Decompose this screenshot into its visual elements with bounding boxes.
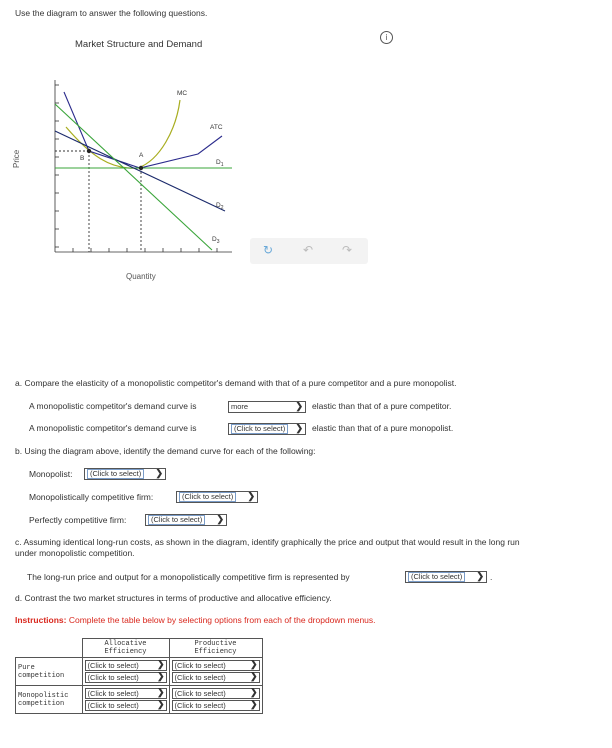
d3-label: $D_3$ — [212, 236, 220, 245]
perfectly-competitive-select-value: (Click to select) — [148, 515, 205, 525]
select-value: (Click to select) — [174, 689, 226, 698]
question-c1-prefix: The long-run price and output for a monopolistically competitive firm is represented by — [27, 572, 350, 582]
chevron-down-icon: ❯ — [249, 659, 258, 669]
pure-productive-select-2[interactable] — [172, 672, 260, 683]
monopolistic-allocative-select-1[interactable] — [85, 688, 167, 699]
allocative-header-line2: Efficiency — [104, 648, 147, 656]
reset-icon[interactable]: ↻ — [263, 243, 274, 257]
question-b-prompt: b. Using the diagram above, identify the demand curve for each of the following: — [15, 446, 316, 456]
question-d-prompt: d. Contrast the two market structures in terms of productive and allocative efficiency. — [15, 593, 332, 603]
question-c-prompt-line2: under monopolistic competition. — [15, 548, 135, 558]
monopolistic-productive-select-1[interactable] — [172, 688, 260, 699]
a2-select-value: (Click to select) — [231, 424, 288, 434]
chevron-down-icon: ❯ — [216, 514, 224, 524]
instructions-label: Instructions: — [15, 615, 67, 625]
y-axis-label: Price — [12, 149, 21, 168]
chevron-down-icon: ❯ — [249, 687, 258, 697]
instruction-text: Use the diagram to answer the following questions. — [15, 8, 208, 18]
graph-toolbar — [250, 238, 368, 264]
select-value: (Click to select) — [87, 661, 139, 670]
efficiency-table — [15, 638, 263, 714]
question-a1-prefix: A monopolistic competitor's demand curve is — [29, 401, 197, 411]
perfectly-competitive-demand-select[interactable] — [145, 514, 227, 526]
monopolistic-allocative-select-2[interactable] — [85, 700, 167, 711]
chevron-down-icon: ❯ — [156, 699, 165, 709]
chevron-down-icon: ❯ — [295, 423, 303, 433]
monopolistic-productive-select-2[interactable] — [172, 700, 260, 711]
table-row-pure-competition — [16, 658, 263, 686]
pure-allocative-select-2[interactable] — [85, 672, 167, 683]
row-label-line2: competition — [18, 671, 65, 680]
productive-efficiency-header — [169, 639, 262, 658]
productive-header-line2: Efficiency — [194, 648, 237, 656]
undo-icon[interactable]: ↶ — [303, 243, 314, 257]
chevron-down-icon: ❯ — [156, 659, 165, 669]
a1-select-value: more — [231, 402, 249, 411]
point-a-label: A — [139, 152, 144, 159]
chevron-down-icon: ❯ — [247, 491, 255, 501]
instructions-text: Complete the table below by selecting options from each of the dropdown menus. — [68, 615, 376, 625]
chevron-down-icon: ❯ — [476, 571, 484, 581]
long-run-select-value: (Click to select) — [408, 572, 465, 582]
monopolist-label: Monopolist: — [29, 469, 73, 479]
d1-label: $D_1$ — [216, 159, 224, 168]
d2-curve — [55, 131, 225, 211]
chevron-down-icon: ❯ — [155, 468, 163, 478]
productive-header-line1: Productive — [194, 640, 237, 648]
point-b — [87, 149, 91, 153]
row-label-line1: Monopolistic — [18, 691, 69, 700]
chevron-down-icon: ❯ — [295, 401, 303, 411]
select-value: (Click to select) — [87, 673, 139, 682]
point-a — [139, 166, 143, 170]
monopolistic-firm-select-value: (Click to select) — [179, 492, 236, 502]
row-label-pure-competition — [16, 658, 83, 686]
dashed-guides — [55, 151, 141, 252]
monopolistic-productive-cell — [169, 686, 262, 714]
y-ticks — [55, 85, 59, 247]
allocative-header-line1: Allocative — [104, 640, 147, 648]
monopolist-demand-select[interactable] — [84, 468, 166, 480]
x-ticks — [73, 248, 217, 252]
pure-productive-cell — [169, 658, 262, 686]
row-label-line1: Pure — [18, 663, 35, 672]
row-label-monopolistic-competition — [16, 686, 83, 714]
a2-elasticity-select[interactable] — [228, 423, 306, 435]
question-a2-suffix: elastic than that of a pure monopolist. — [312, 423, 454, 433]
question-c1-suffix: . — [490, 572, 493, 582]
d2-label: $D_2$ — [216, 202, 224, 211]
redo-icon[interactable]: ↷ — [342, 243, 353, 257]
monopolist-select-value: (Click to select) — [87, 469, 144, 479]
info-icon[interactable]: i — [380, 31, 393, 44]
allocative-efficiency-header — [82, 639, 169, 658]
chevron-down-icon: ❯ — [249, 699, 258, 709]
select-value: (Click to select) — [174, 673, 226, 682]
table-corner-cell — [16, 639, 83, 658]
long-run-point-select[interactable] — [405, 571, 487, 583]
question-a1-suffix: elastic than that of a pure competitor. — [312, 401, 452, 411]
d3-curve — [55, 104, 212, 250]
perfectly-competitive-label: Perfectly competitive firm: — [29, 515, 127, 525]
mc-label: MC — [177, 90, 188, 97]
pure-productive-select-1[interactable] — [172, 660, 260, 671]
select-value: (Click to select) — [87, 701, 139, 710]
chevron-down-icon: ❯ — [156, 671, 165, 681]
monopolistic-allocative-cell — [82, 686, 169, 714]
select-value: (Click to select) — [174, 661, 226, 670]
monopolistic-firm-demand-select[interactable] — [176, 491, 258, 503]
question-a2-prefix: A monopolistic competitor's demand curve is — [29, 423, 197, 433]
table-header-row — [16, 639, 263, 658]
select-value: (Click to select) — [174, 701, 226, 710]
monopolistic-firm-label: Monopolistically competitive firm: — [29, 492, 154, 502]
atc-label: ATC — [210, 124, 223, 131]
question-a-prompt: a. Compare the elasticity of a monopolistic competitor's demand with that of a pure competitor and a pure monopolist. — [15, 378, 457, 388]
row-label-line2: competition — [18, 699, 65, 708]
select-value: (Click to select) — [87, 689, 139, 698]
x-axis-label: Quantity — [126, 272, 156, 281]
a1-elasticity-select[interactable] — [228, 401, 306, 413]
instructions-line — [15, 615, 376, 625]
pure-allocative-select-1[interactable] — [85, 660, 167, 671]
chart-title: Market Structure and Demand — [75, 39, 203, 50]
table-row-monopolistic-competition — [16, 686, 263, 714]
point-b-label: B — [80, 155, 85, 162]
chevron-down-icon: ❯ — [249, 671, 258, 681]
question-c-prompt-line1: c. Assuming identical long-run costs, as shown in the diagram, identify graphically the price and output that would result in the long run — [15, 537, 520, 547]
chevron-down-icon: ❯ — [156, 687, 165, 697]
pure-allocative-cell — [82, 658, 169, 686]
